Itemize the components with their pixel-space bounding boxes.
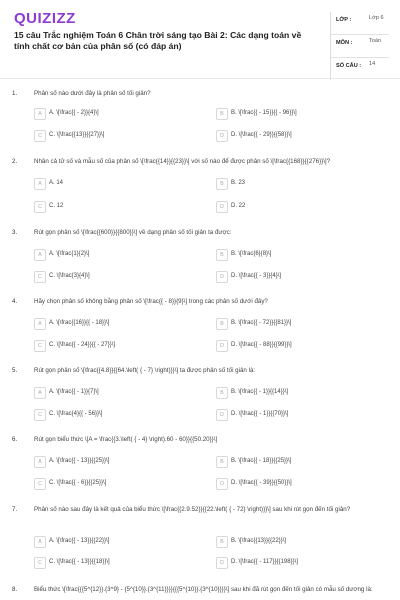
question-number: 2.	[12, 158, 18, 165]
option-letter-box[interactable]: B	[216, 249, 228, 261]
option-letter-box[interactable]: C	[34, 201, 46, 213]
option-text: B. \[\frac{{13}}{{22}}\]	[231, 538, 287, 544]
question-number: 4.	[12, 298, 18, 305]
question-text: Phân số nào sau đây là kết quả của biểu thức \[\frac{{2.9.52}}{{22.\left( { - 72} \right)}}\] sau khi rút gọn đến tối giản?	[34, 506, 351, 513]
option-text: C. \[\frac{{ - 24}}{{ - 27}}\]	[49, 342, 116, 348]
question-text: Biểu thức \[\frac{{{5^{12}}.{3^9} - {5^{10}}.{3^{11}}}}{{{5^{10}}.{3^{10}}}}\] sau khi đã rút gọn đến tối giản có mẫu số dương là:	[34, 586, 373, 593]
question-number: 1.	[12, 90, 18, 97]
option-letter-box[interactable]: A	[34, 178, 46, 190]
option-letter-box[interactable]: B	[216, 318, 228, 330]
option-letter-box[interactable]: B	[216, 456, 228, 468]
meta-value: Toán	[369, 38, 382, 44]
option-text: A. \[\frac{{ - 13}}{{25}}\]	[49, 458, 110, 464]
option-text: D. \[\frac{{ - 88}}{{99}}\]	[231, 342, 292, 348]
question-number: 7.	[12, 506, 18, 513]
option-letter-box[interactable]: C	[34, 340, 46, 352]
option-letter-box[interactable]: D	[216, 271, 228, 283]
meta-row-grade	[331, 12, 389, 35]
option-letter-box[interactable]: D	[216, 340, 228, 352]
question-text: Hãy chọn phân số không bằng phân số \[\frac{{ - 8}}{9}\] trong các phân số dưới đây?	[34, 298, 268, 305]
option-text: D. \[\frac{{ - 1}}{{70}}\]	[231, 411, 289, 417]
question-text: Rút gọn phân số \[\frac{{600}}{{800}}\] về dạng phân số tối giản ta được:	[34, 229, 232, 236]
option-text: B. \[\frac{6}{8}\]	[231, 251, 272, 257]
meta-label: MÔN :	[336, 40, 353, 46]
option-letter-box[interactable]: C	[34, 130, 46, 142]
option-letter-box[interactable]: B	[216, 108, 228, 120]
question-number: 8.	[12, 586, 18, 593]
option-text: B. \[\frac{{ - 1}}{{14}}\]	[231, 389, 289, 395]
meta-value: 14	[369, 61, 376, 67]
meta-row-question-count	[331, 58, 389, 80]
option-text: A. \[\frac{{ - 13}}{{22}}\]	[49, 538, 110, 544]
option-text: C. \[\frac{3}{4}\]	[49, 273, 90, 279]
option-letter-box[interactable]: C	[34, 271, 46, 283]
question-number: 5.	[12, 367, 18, 374]
option-text: C. \[\frac{{13}}{{27}}\]	[49, 132, 105, 138]
question-text: Nhân cả tử số và mẫu số của phân số \[\frac{{14}}{{23}}\] với số nào để được phân số \[\frac{{168}}{{276}}\]?	[34, 158, 331, 165]
option-letter-box[interactable]: A	[34, 456, 46, 468]
option-letter-box[interactable]: D	[216, 201, 228, 213]
option-text: B. \[\frac{{ - 72}}{{81}}\]	[231, 320, 292, 326]
quizizz-logo[interactable]: QUIZIZZ	[14, 10, 76, 27]
option-text: C. 12	[49, 203, 64, 209]
option-text: B. 23	[231, 180, 246, 186]
option-letter-box[interactable]: A	[34, 387, 46, 399]
question-number: 3.	[12, 229, 18, 236]
option-text: C. \[\frac{{ - 6}}{{25}}\]	[49, 480, 107, 486]
option-text: A. \[\frac{1}{2}\]	[49, 251, 90, 257]
option-letter-box[interactable]: B	[216, 178, 228, 190]
option-text: A. 14	[49, 180, 64, 186]
option-text: D. \[\frac{{ - 3}}{4}\]	[231, 273, 282, 279]
option-letter-box[interactable]: C	[34, 478, 46, 490]
option-text: A. \[\frac{{16}}{{ - 18}}\]	[49, 320, 110, 326]
option-text: D. \[\frac{{ - 117}}{{198}}\]	[231, 559, 298, 565]
option-text: B. \[\frac{{ - 15}}{{ - 96}}\]	[231, 110, 297, 116]
meta-value: Lớp 6	[369, 15, 384, 21]
header-divider	[0, 78, 400, 79]
worksheet-header	[0, 0, 400, 78]
option-letter-box[interactable]: B	[216, 536, 228, 548]
option-text: A. \[\frac{{ - 1}}{7}\]	[49, 389, 99, 395]
worksheet-meta	[330, 12, 389, 80]
question-text: Phân số nào dưới đây là phân số tối giản?	[34, 90, 151, 97]
option-letter-box[interactable]: B	[216, 387, 228, 399]
option-letter-box[interactable]: C	[34, 409, 46, 421]
option-letter-box[interactable]: D	[216, 557, 228, 569]
option-letter-box[interactable]: A	[34, 318, 46, 330]
option-letter-box[interactable]: D	[216, 478, 228, 490]
option-text: D. 22	[231, 203, 246, 209]
option-text: A. \[\frac{{ - 2}}{4}\]	[49, 110, 99, 116]
option-letter-box[interactable]: A	[34, 108, 46, 120]
meta-label: SỐ CÂU :	[336, 63, 362, 69]
option-letter-box[interactable]: D	[216, 409, 228, 421]
question-text: Rút gọn phân số \[\frac{{4.8}}{{64.\left( { - 7} \right)}}\] ta được phân số tối giản là:	[34, 367, 256, 374]
option-letter-box[interactable]: A	[34, 536, 46, 548]
option-text: C. \[\frac{{ - 13}}{{18}}\]	[49, 559, 110, 565]
meta-row-subject	[331, 35, 389, 58]
question-text: Rút gọn biểu thức \[A = \frac{{3.\left( { - 4} \right).60 - 60}}{{50.20}}\]	[34, 436, 218, 443]
option-letter-box[interactable]: D	[216, 130, 228, 142]
option-letter-box[interactable]: A	[34, 249, 46, 261]
question-number: 6.	[12, 436, 18, 443]
option-letter-box[interactable]: C	[34, 557, 46, 569]
meta-label: LỚP :	[336, 17, 352, 23]
option-text: D. \[\frac{{ - 29}}{{58}}\]	[231, 132, 292, 138]
option-text: D. \[\frac{{ - 39}}{{50}}\]	[231, 480, 292, 486]
option-text: C. \[\frac{4}{{ - 56}}\]	[49, 411, 103, 417]
option-text: B. \[\frac{{ - 18}}{{25}}\]	[231, 458, 292, 464]
worksheet-title: 15 câu Trắc nghiệm Toán 6 Chân trời sáng tạo Bài 2: Các dạng toán về tính chất cơ bản của phân số (có đáp án)	[14, 30, 302, 51]
